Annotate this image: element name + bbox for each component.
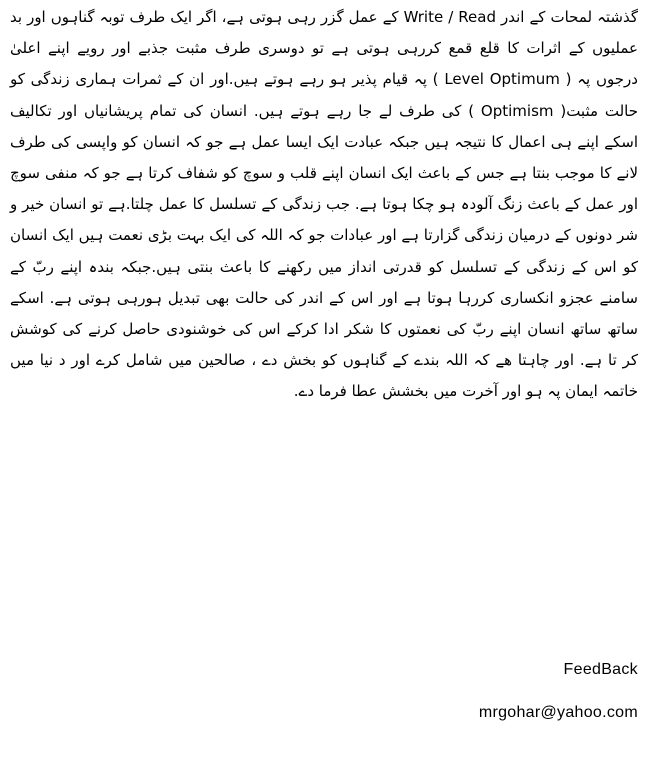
feedback-label: FeedBack xyxy=(563,661,638,678)
contact-email: mrgohar@yahoo.com xyxy=(478,704,638,721)
article-body-text: گذشتہ لمحات کے اندر Write / Read کے عمل گزر رہی ہوتی ہے، اگر ایک طرف توبہ گناہوں اور بد عملیوں کے اثرات کا قلع قمع کررہی ہوتی ہے تو دوسری طرف مثبت جذبے اور رویے اپنے اعلیٰ درجوں پہ ( Level Optimum ) پہ قیام پذیر ہو رہے ہوتے ہیں.اور ان کے ثمرات ہماری زندگی کو حالت مثبت( Optimism ) کی طرف لے جا رہے ہوتے ہیں. انسان کی تمام پریشانیاں اور تکالیف اسکے اپنے ہی اعمال کا نتیجہ ہیں جبکہ عبادت ایک ایسا عمل ہے جو کہ انسان کو واپسی کی طرف لانے کا موجب بنتا ہے جس کے باعث ایک انسان اپنے قلب و سوچ کو شفاف کرتا ہے جو کہ منفی سوچ اور عمل کے باعث زنگ آلودہ ہو چکا ہوتا ہے. جب زندگی کے تسلسل کا عمل چلتا.ہے تو انسان خیر و شر دونوں کے درمیان زندگی گزارتا ہے اور عبادات جو کہ اللہ کی ایک بہت بڑی نعمت ہیں ایک انسان کو اس کے زندگی کے تسلسل کو قدرتی انداز میں رکھنے کا باعث بنتی ہیں.جبکہ بندہ اپنے ربّ کے سامنے عجزو انکساری کررہا ہوتا ہے اور اس کے اندر کی حالت بھی تبدیل ہورہی ہوتی ہے. اسکے ساتھ ساتھ انسان اپنے ربّ کی نعمتوں کا شکر ادا کرکے اس کی خوشنودی حاصل کرنے کی کوشش کر تا ہے. اور چاہتا ھے کہ اللہ بندے کے گناہوں کو بخش دے ، صالحین میں شامل کرے اور د نیا میں خاتمہ ایمان پہ ہو اور آخرت میں بخشش عطا فرما دے. xyxy=(10,8,638,401)
